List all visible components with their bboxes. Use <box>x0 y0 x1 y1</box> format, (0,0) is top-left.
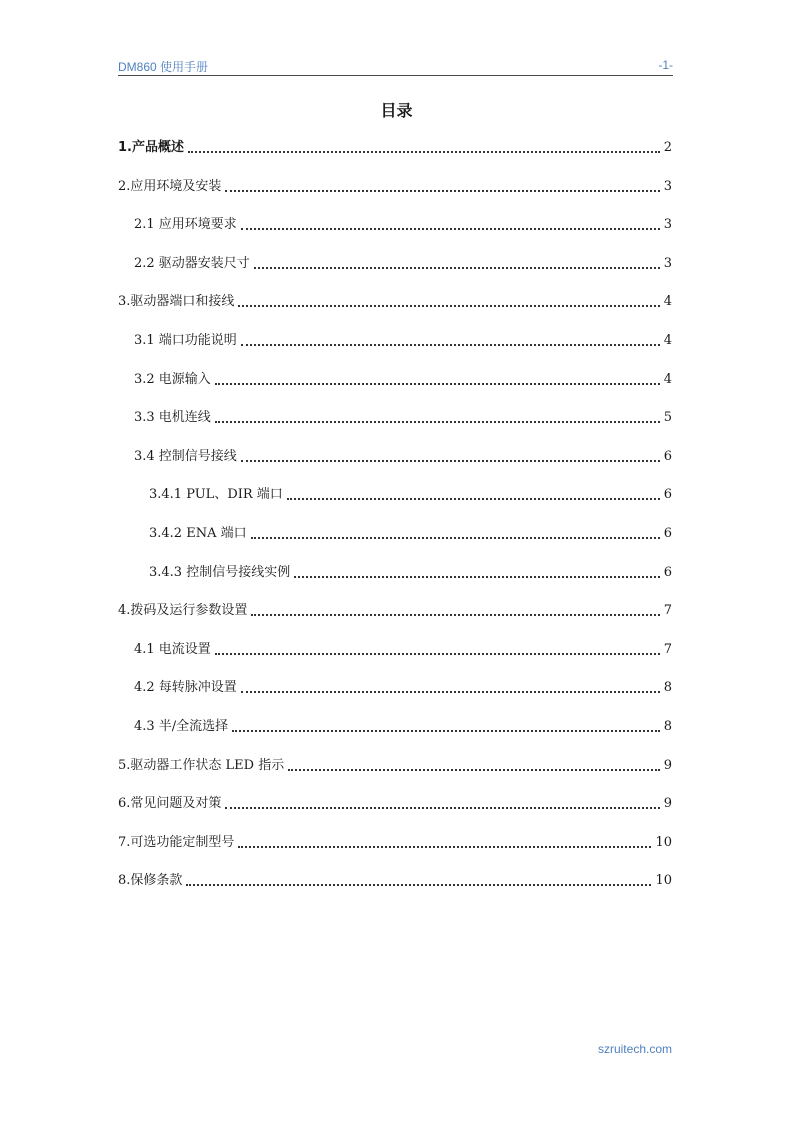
toc-entry[interactable] <box>118 794 672 814</box>
toc-entry-label: 2.1 应用环境要求 <box>134 217 237 233</box>
toc-entry[interactable] <box>118 292 672 312</box>
toc-entry-page: 6 <box>663 526 672 541</box>
toc-entry-page: 3 <box>663 178 672 194</box>
toc-entry-label: 2.应用环境及安装 <box>118 178 222 194</box>
toc-entry[interactable] <box>134 254 672 274</box>
toc-dot-leader <box>288 769 660 771</box>
toc-dot-leader <box>241 228 660 230</box>
toc-dot-leader <box>232 730 660 732</box>
toc-dot-leader <box>186 884 651 886</box>
toc-entry[interactable] <box>134 331 672 351</box>
toc-entry[interactable] <box>149 485 672 505</box>
toc-dot-leader <box>215 653 660 655</box>
toc-dot-leader <box>215 421 660 423</box>
toc-entry-label: 1.产品概述 <box>118 140 184 155</box>
toc-entry[interactable] <box>118 177 672 197</box>
header-page-number: -1- <box>658 58 673 72</box>
toc-dot-leader <box>251 614 659 616</box>
toc-entry-page: 8 <box>663 719 672 734</box>
toc-entry-page: 3 <box>663 217 672 233</box>
toc-title: 目录 <box>380 101 413 120</box>
toc-entry[interactable] <box>134 447 672 467</box>
toc-entry-label: 4.2 每转脉冲设置 <box>134 680 237 696</box>
toc-entry-page: 8 <box>663 680 672 696</box>
toc-entry-page: 5 <box>663 410 672 426</box>
toc-entry[interactable] <box>134 717 672 737</box>
toc-dot-leader <box>238 846 651 848</box>
toc-entry-label: 4.拨码及运行参数设置 <box>118 603 248 619</box>
toc-entry[interactable] <box>134 640 672 660</box>
toc-entry-page: 6 <box>663 448 672 464</box>
toc-entry-label: 3.4 控制信号接线 <box>134 448 237 464</box>
toc-dot-leader <box>241 691 660 693</box>
toc-entry[interactable] <box>134 408 672 428</box>
toc-entry-label: 3.1 端口功能说明 <box>134 333 237 348</box>
toc-entry-page: 7 <box>663 641 672 657</box>
toc-entry[interactable] <box>118 833 672 853</box>
toc-entry-label: 4.3 半/全流选择 <box>134 719 229 734</box>
toc-entry-page: 7 <box>663 603 672 619</box>
toc-entry-label: 5.驱动器工作状态 LED 指示 <box>118 757 285 773</box>
toc-entry[interactable] <box>149 524 672 544</box>
toc-entry-page: 9 <box>663 796 672 812</box>
toc-entry[interactable] <box>118 871 672 891</box>
toc-dot-leader <box>241 460 660 462</box>
toc-entry-label: 8.保修条款 <box>118 873 183 889</box>
toc-entry-page: 4 <box>663 371 672 387</box>
toc-dot-leader <box>215 383 660 385</box>
toc-entry-page: 6 <box>663 564 672 580</box>
toc-entry-label: 3.4.3 控制信号接线实例 <box>149 564 291 580</box>
page-header <box>118 55 673 76</box>
toc-entry-page: 10 <box>655 834 672 850</box>
toc-entry[interactable] <box>134 215 672 235</box>
toc-entry-label: 3.4.1 PUL、DIR 端口 <box>149 487 283 503</box>
toc-dot-leader <box>251 537 660 539</box>
footer-website: szruitech.com <box>597 1042 672 1056</box>
toc-entry-page: 6 <box>663 487 672 503</box>
toc-entry-label: 2.2 驱动器安装尺寸 <box>134 255 250 271</box>
toc-dot-leader <box>287 498 660 500</box>
toc-entry-label: 4.1 电流设置 <box>134 641 211 657</box>
toc-entry-page: 2 <box>663 140 672 155</box>
toc-entry-label: 3.4.2 ENA 端口 <box>149 526 247 541</box>
toc-entry[interactable] <box>118 756 672 776</box>
toc-entry-label: 7.可选功能定制型号 <box>118 834 235 850</box>
toc-entry-page: 10 <box>655 873 672 889</box>
toc-entry[interactable] <box>134 678 672 698</box>
toc-entry-page: 9 <box>663 757 672 773</box>
toc-entry-label: 3.2 电源输入 <box>134 371 211 387</box>
toc-entry-page: 4 <box>663 294 672 310</box>
toc-dot-leader <box>238 305 659 307</box>
toc-entry-label: 3.3 电机连线 <box>134 410 211 426</box>
toc-dot-leader <box>225 190 659 192</box>
toc-entry-page: 4 <box>663 333 672 348</box>
toc-entry[interactable] <box>118 601 672 621</box>
toc-entry[interactable] <box>134 370 672 390</box>
toc-dot-leader <box>225 807 659 809</box>
toc-entry[interactable] <box>118 138 672 158</box>
toc-dot-leader <box>294 576 660 578</box>
toc-dot-leader <box>188 151 660 153</box>
toc-entry-label: 6.常见问题及对策 <box>118 796 222 812</box>
toc-entry[interactable] <box>149 563 672 583</box>
toc-dot-leader <box>254 267 660 269</box>
header-manual-title: DM860 使用手册 <box>118 60 209 74</box>
toc-entry-label: 3.驱动器端口和接线 <box>118 294 235 310</box>
toc-entry-page: 3 <box>663 255 672 271</box>
toc-dot-leader <box>241 344 660 346</box>
